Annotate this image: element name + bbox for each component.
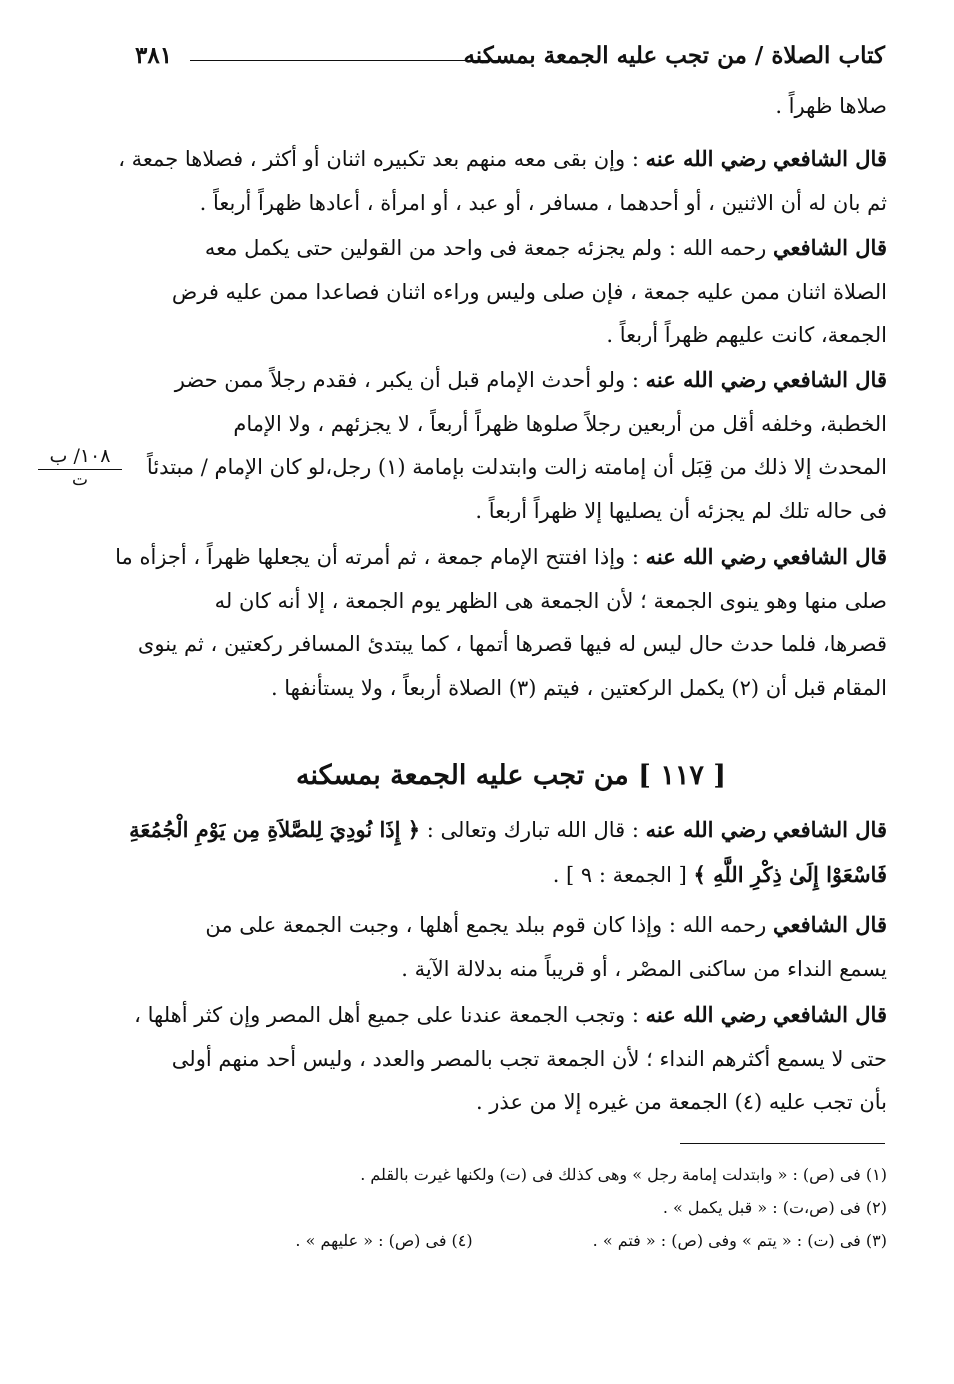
text-line: فى حاله تلك لم يجزئه أن يصليها إلا ظهراً أربعاً . — [475, 498, 887, 523]
footnote-3: (٣) فى (ت) : « يتم » وفى (ص) : « فتم » . — [592, 1231, 887, 1250]
section-heading: [ ١١٧ ] من تجب عليه الجمعة بمسكنه — [295, 760, 727, 791]
paragraph-shafii-2 — [135, 226, 887, 358]
speaker-name: قال الشافعي — [772, 146, 887, 171]
header-rule — [190, 60, 505, 61]
honorific: رضي الله عنه — [645, 146, 767, 171]
honorific: رضي الله عنه — [645, 817, 767, 842]
text-line: ثم بان له أن الاثنين ، أو أحدهما ، مسافر ، أو عبد ، أو امرأة ، أعادها ظهراً أربعاً . — [199, 190, 887, 215]
paragraph-shafii-5 — [135, 903, 887, 991]
speaker-name: قال الشافعي — [772, 817, 887, 842]
speaker-name: قال الشافعي — [772, 367, 887, 392]
text-line: : ولم يجزئه جمعة فى واحد من القولين حتى يكمل معه — [204, 236, 683, 260]
folio-reference: ١٠٨/ ب — [38, 445, 122, 470]
manuscript-siglum: ت — [71, 470, 88, 490]
text-line: الجمعة، كانت عليهم ظهراً أربعاً . — [606, 323, 887, 347]
honorific: رحمه الله — [682, 236, 767, 260]
paragraph-continuation — [135, 85, 887, 129]
paragraph-shafii-3 — [135, 358, 887, 533]
footnote-row — [135, 1224, 887, 1257]
speaker-name: قال الشافعي — [772, 235, 887, 260]
text-line: قصرها، فلما حدث حال ليس له فيها قصرها أتمها ، كما يبتدئ المسافر ركعتين ، ثم ينوى — [137, 632, 887, 656]
text-line: : قال الله تبارك وتعالى : — [420, 818, 646, 842]
text-line: : وإذا كان قوم ببلد يجمع أهلها ، وجبت الجمعة على من — [205, 913, 683, 937]
page-number: ٣٨١ — [135, 42, 173, 69]
text-line: : ولو أحدث الإمام قبل أن يكبر ، فقدم رجلاً ممن حضر — [174, 368, 646, 392]
text-line: : وإن بقى معه منهم بعد تكبيره اثنان أو أكثر ، فصلاها جمعة ، — [118, 147, 646, 171]
speaker-name: قال الشافعي — [772, 544, 887, 569]
footnote-separator — [680, 1143, 885, 1144]
footnote-1: (١) فى (ص) : « وابتدلت إمامة رجل » وهى كذلك فى (ت) ولكنها غيرت بالقلم . — [360, 1165, 887, 1184]
speaker-name: قال الشافعي — [772, 1002, 887, 1027]
honorific: رضي الله عنه — [645, 367, 767, 392]
footnote-4: (٤) فى (ص) : « عليهم » . — [295, 1231, 473, 1250]
quran-verse: فَاسْعَوْا إِلَىٰ ذِكْرِ اللَّهِ ﴾ — [693, 861, 887, 887]
text-line: بأن تجب عليه (٤) الجمعة من غيره إلا من عذر . — [475, 1090, 887, 1114]
text-line: يسمع النداء من ساكنى المصْر ، أو قريباً منه بدلالة الآية . — [401, 956, 887, 981]
text-line: المقام قبل أن (٢) يكمل الركعتين ، فيتم (٣) الصلاة أربعاً ، ولا يستأنفها . — [270, 675, 887, 700]
text-line: المحدث إلا ذلك من قِبَل أن إمامته زالت وابتدلت بإمامة (١) رجل،لو كان الإمام / مبتدئاً — [146, 455, 887, 479]
paragraph-quran-citation — [129, 808, 887, 897]
text-line: حتى لا يسمع أكثرهم النداء ؛ لأن الجمعة تجب بالمصر والعدد ، وليس أحد منهم أولى — [171, 1046, 887, 1071]
paragraph-shafii-4 — [115, 535, 887, 710]
footnotes — [135, 1158, 887, 1257]
running-title: كتاب الصلاة / من تجب عليه الجمعة بمسكنه — [463, 42, 885, 69]
paragraph-shafii-6 — [135, 993, 887, 1125]
text-line: الصلاة اثنان ممن عليه جمعة ، فإن صلى وليس وراءه اثنان فصاعدا ممن عليه فرض — [171, 279, 887, 304]
text-line: صلاها ظهراً . — [775, 94, 887, 118]
running-header — [135, 40, 885, 80]
paragraph-shafii-1 — [118, 137, 887, 225]
honorific: رضي الله عنه — [645, 544, 767, 569]
margin-folio-note — [38, 445, 122, 490]
speaker-name: قال الشافعي — [772, 912, 887, 937]
footnote-2: (٢) فى (ص،ت) : « قبل يكمل » . — [662, 1198, 887, 1217]
honorific: رحمه الله — [682, 913, 767, 937]
text-line: الخطبة، وخلفه أقل من أربعين رجلاً صلوها ظهراً أربعاً ، لا يجزئهم ، ولا الإمام — [233, 411, 887, 436]
text-line: : وتجب الجمعة عندنا على جميع أهل المصر وإن كثر أهلها ، — [134, 1003, 646, 1027]
text-line: : وإذا افتتح الإمام جمعة ، ثم أمرته أن يجعلها ظهراً ، أجزأه ما — [115, 545, 646, 569]
quran-verse: ﴿ إِذَا نُودِيَ لِلصَّلاَةِ مِن يَوْمِ الْجُمُعَةِ — [129, 817, 421, 842]
text-line: صلى منها وهو ينوى الجمعة ؛ لأن الجمعة هى الظهر يوم الجمعة ، إلا أنه كان له — [214, 588, 887, 613]
verse-reference: [ الجمعة : ٩ ] . — [552, 862, 694, 887]
honorific: رضي الله عنه — [645, 1002, 767, 1027]
